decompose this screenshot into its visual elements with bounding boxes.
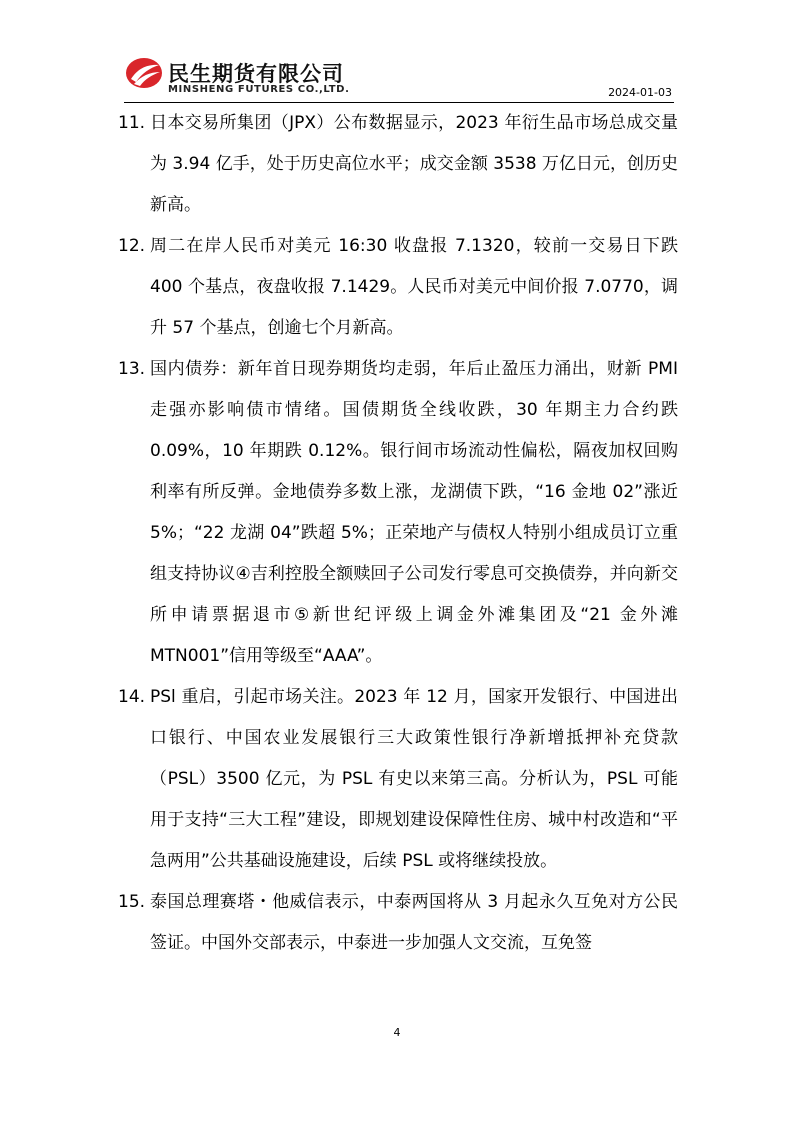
item-number: 15. xyxy=(118,892,146,912)
item-text: 国内债券：新年首日现券期货均走弱，年后止盈压力涌出，财新 PMI 走强亦影响债市情绪。国债期货全线收跌，30 年期主力合约跌 0.09%，10 年期跌 0.12%。银行间市场流动性偏松，隔夜加权回购利率有所反弹。金地债券多数上涨，龙湖债下跌，“16 金地 02”涨近 5%；“22 龙湖 04”跌超 5%；正荣地产与债权人特别小组成员订立重组支持协议④吉利控股全额赎回子公司发行零息可交换债券，并向新交所申请票据退市⑤新世纪评级上调金外滩集团及“21 金外滩 MTN001”信用等级至“AAA”。 xyxy=(150,359,678,666)
company-name-cn: 民生期货有限公司 xyxy=(168,62,344,86)
item-text: 周二在岸人民币对美元 16:30 收盘报 7.1320，较前一交易日下跌 400 个基点，夜盘收报 7.1429。人民币对美元中间价报 7.0770，调升 57 个基点，创逾七个月新高。 xyxy=(150,236,678,338)
item-number: 13. xyxy=(118,359,146,379)
item-number: 11. xyxy=(118,113,146,133)
item-number: 12. xyxy=(118,236,146,256)
list-item xyxy=(118,882,678,964)
list-item xyxy=(118,226,678,349)
list-item xyxy=(118,677,678,882)
report-date: 2024-01-03 xyxy=(608,86,672,99)
news-list xyxy=(118,103,678,964)
list-item xyxy=(118,103,678,226)
item-number: 14. xyxy=(118,687,146,707)
minsheng-logo-icon xyxy=(124,56,164,90)
page-header xyxy=(124,50,674,102)
list-item xyxy=(118,349,678,677)
item-text: PSl 重启，引起市场关注。2023 年 12 月，国家开发银行、中国进出口银行、中国农业发展银行三大政策性银行净新增抵押补充贷款（PSL）3500 亿元，为 PSL 有史以来第三高。分析认为，PSL 可能用于支持“三大工程”建设，即规划建设保障性住房、城中村改造和“平急两用”公共基础设施建设，后续 PSL 或将继续投放。 xyxy=(150,687,678,871)
item-text: 日本交易所集团（JPX）公布数据显示，2023 年衍生品市场总成交量为 3.94 亿手，处于历史高位水平；成交金额 3538 万亿日元，创历史新高。 xyxy=(150,113,678,215)
item-text: 泰国总理赛塔・他威信表示，中泰两国将从 3 月起永久互免对方公民签证。中国外交部表示，中泰进一步加强人文交流，互免签 xyxy=(150,892,678,953)
page-number: 4 xyxy=(393,1026,401,1039)
company-name-en: MINSHENG FUTURES CO.,LTD. xyxy=(168,84,350,95)
